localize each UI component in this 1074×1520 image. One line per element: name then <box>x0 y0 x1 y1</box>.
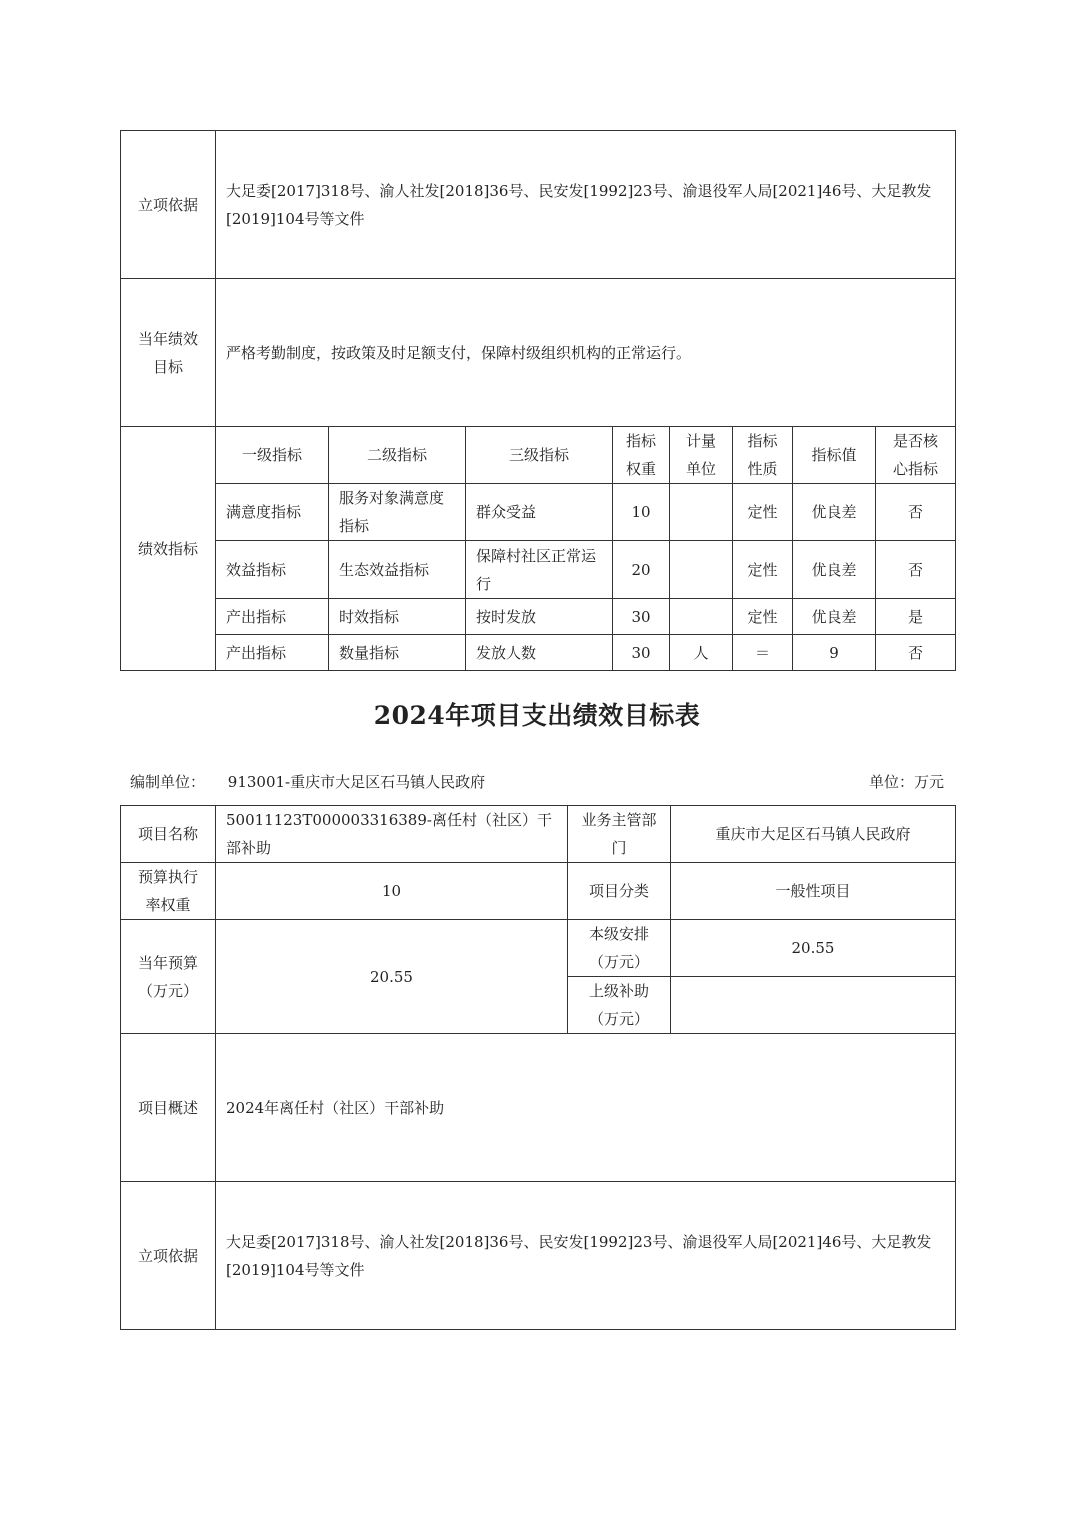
cell: 优良差 <box>793 599 876 635</box>
cell: 发放人数 <box>466 635 613 671</box>
cell: 定性 <box>733 541 793 599</box>
table-row <box>121 541 956 599</box>
previous-project-table <box>120 130 956 671</box>
unit-label: 单位： <box>868 773 914 791</box>
goal-label: 当年绩效目标 <box>121 279 216 427</box>
upper-value <box>671 977 956 1034</box>
cell: ＝ <box>733 635 793 671</box>
header-cell: 二级指标 <box>329 427 466 484</box>
cell <box>670 541 733 599</box>
cell: 否 <box>876 541 956 599</box>
cell: 效益指标 <box>216 541 329 599</box>
overview-label: 项目概述 <box>121 1034 216 1182</box>
exec-weight-value: 10 <box>216 863 568 920</box>
dept-label: 业务主管部门 <box>568 806 671 863</box>
cell: 30 <box>613 599 670 635</box>
cell: 10 <box>613 484 670 541</box>
org-line <box>130 771 485 792</box>
cell: 群众受益 <box>466 484 613 541</box>
budget-value: 20.55 <box>216 920 568 1034</box>
cell: 20 <box>613 541 670 599</box>
project-info-table <box>120 805 956 1330</box>
cell: 服务对象满意度指标 <box>329 484 466 541</box>
basis-text: 大足委[2017]318号、渝人社发[2018]36号、民安发[1992]23号、渝退役军人局[2021]46号、大足教发[2019]104号等文件 <box>216 1182 956 1330</box>
header-cell: 一级指标 <box>216 427 329 484</box>
indicator-header-row <box>121 427 956 484</box>
cell: 生态效益指标 <box>329 541 466 599</box>
dept-value: 重庆市大足区石马镇人民政府 <box>671 806 956 863</box>
category-value: 一般性项目 <box>671 863 956 920</box>
org-label: 编制单位： <box>130 773 206 791</box>
header-cell: 指标性质 <box>733 427 793 484</box>
project-name-label: 项目名称 <box>121 806 216 863</box>
budget-label: 当年预算（万元） <box>121 920 216 1034</box>
overview-text: 2024年离任村（社区）干部补助 <box>216 1034 956 1182</box>
cell: 否 <box>876 484 956 541</box>
header-cell: 计量单位 <box>670 427 733 484</box>
cell: 保障村社区正常运行 <box>466 541 613 599</box>
cell: 人 <box>670 635 733 671</box>
cell <box>670 484 733 541</box>
cell: 产出指标 <box>216 599 329 635</box>
page-title: 2024年项目支出绩效目标表 <box>373 701 701 730</box>
basis-label: 立项依据 <box>121 131 216 279</box>
header-cell: 指标权重 <box>613 427 670 484</box>
project-name-value: 50011123T000003316389-离任村（社区）干部补助 <box>216 806 568 863</box>
cell: 30 <box>613 635 670 671</box>
cell: 是 <box>876 599 956 635</box>
category-label: 项目分类 <box>568 863 671 920</box>
org-value: 913001-重庆市大足区石马镇人民政府 <box>227 773 486 791</box>
cell: 优良差 <box>793 541 876 599</box>
cell: 产出指标 <box>216 635 329 671</box>
table-row <box>121 599 956 635</box>
header-cell: 三级指标 <box>466 427 613 484</box>
exec-weight-label: 预算执行率权重 <box>121 863 216 920</box>
goal-text: 严格考勤制度，按政策及时足额支付，保障村级组织机构的正常运行。 <box>216 279 956 427</box>
cell: 满意度指标 <box>216 484 329 541</box>
cell: 时效指标 <box>329 599 466 635</box>
upper-label: 上级补助（万元） <box>568 977 671 1034</box>
cell: 数量指标 <box>329 635 466 671</box>
basis-label: 立项依据 <box>121 1182 216 1330</box>
cell: 优良差 <box>793 484 876 541</box>
unit-line <box>869 771 944 792</box>
table-row <box>121 635 956 671</box>
cell: 否 <box>876 635 956 671</box>
indicator-label: 绩效指标 <box>121 427 216 671</box>
header-cell: 是否核心指标 <box>876 427 956 484</box>
cell: 定性 <box>733 484 793 541</box>
cell: 定性 <box>733 599 793 635</box>
basis-text: 大足委[2017]318号、渝人社发[2018]36号、民安发[1992]23号、渝退役军人局[2021]46号、大足教发[2019]104号等文件 <box>216 131 956 279</box>
cell: 按时发放 <box>466 599 613 635</box>
local-label: 本级安排（万元） <box>568 920 671 977</box>
cell: 9 <box>793 635 876 671</box>
cell <box>670 599 733 635</box>
local-value: 20.55 <box>671 920 956 977</box>
table-row <box>121 484 956 541</box>
header-cell: 指标值 <box>793 427 876 484</box>
unit-value: 万元 <box>913 773 944 791</box>
